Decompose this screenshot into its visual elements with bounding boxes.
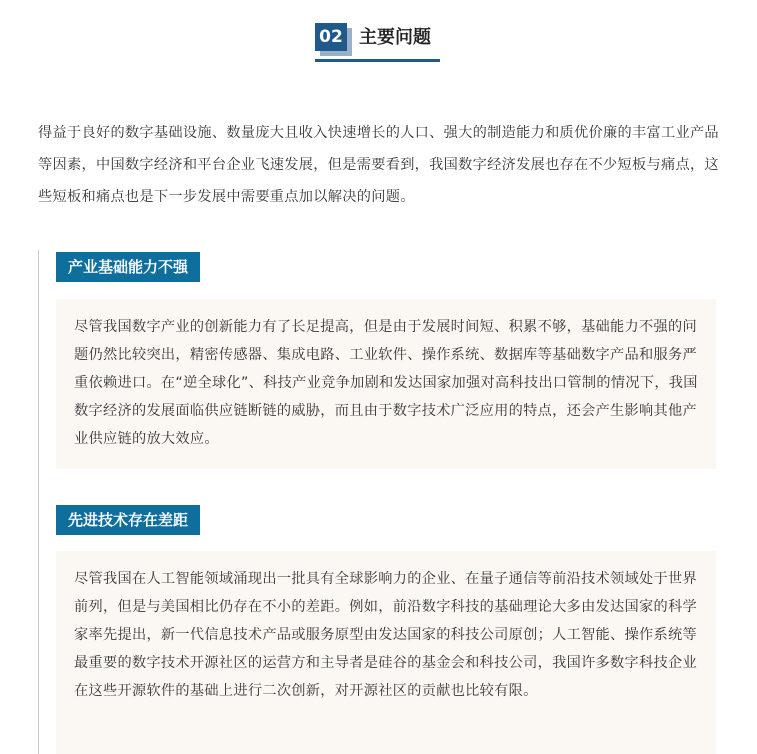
intro-paragraph: 得益于良好的数字基础设施、数量庞大且收入快速增长的人口、强大的制造能力和质优价廉的丰富工业产品等因素，中国数字经济和平台企业飞速发展，但是需要看到，我国数字经济发展也存在不少短板与痛点，这些短板和痛点也是下一步发展中需要重点加以解决的问题。	[38, 125, 719, 205]
heading-underline	[315, 59, 440, 62]
heading-title: 主要问题	[359, 27, 431, 48]
section-tag-advanced-technology: 先进技术存在差距	[56, 505, 200, 535]
left-vertical-rule	[38, 250, 39, 754]
section-tag-industrial-foundation: 产业基础能力不强	[56, 252, 200, 282]
section-body-industrial-foundation: 尽管我国数字产业的创新能力有了长足提高，但是由于发展时间短、积累不够，基础能力不强的问题仍然比较突出，精密传感器、集成电路、工业软件、操作系统、数据库等基础数字产品和服务严重依赖进口。在“逆全球化”、科技产业竞争加剧和发达国家加强对高科技出口管制的情况下，我国数字经济的发展面临供应链断链的威胁，而且由于数字技术广泛应用的特点，还会产生影响其他产业供应链的放大效应。	[74, 319, 698, 447]
section-body-advanced-technology: 尽管我国在人工智能领域涌现出一批具有全球影响力的企业、在量子通信等前沿技术领域处于世界前列，但是与美国相比仍存在不小的差距。例如，前沿数字科技的基础理论大多由发达国家的科学家率先提出，新一代信息技术产品或服务原型由发达国家的科技公司原创；人工智能、操作系统等最重要的数字技术开源社区的运营方和主导者是硅谷的基金会和科技公司，我国许多数字科技企业在这些开源软件的基础上进行二次创新，对开源社区的贡献也比较有限。	[74, 571, 697, 699]
section-panel-advanced-technology	[56, 551, 716, 754]
section-heading	[315, 22, 440, 62]
section-panel-industrial-foundation	[56, 299, 716, 469]
heading-number: 02	[315, 23, 347, 51]
